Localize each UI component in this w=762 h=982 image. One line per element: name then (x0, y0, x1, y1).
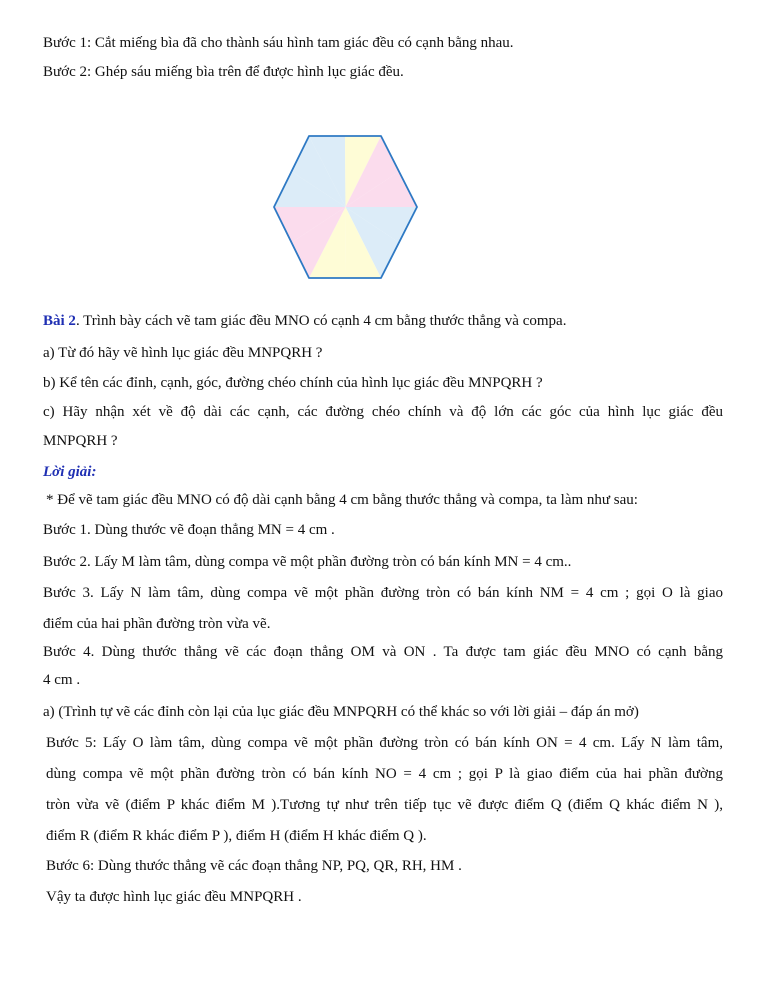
solution-step-3-line2: điểm của hai phần đường tròn vừa vẽ. (43, 616, 271, 632)
bai2-question (43, 311, 723, 331)
solution-step-3-line1: Bước 3. Lấy N làm tâm, dùng compa vẽ một phần đường tròn có bán kính NM = 4 cm ; gọi O là giao (43, 585, 723, 601)
bai2-part-c-line2: MNPQRH ? (43, 433, 118, 449)
solution-step-5-line2: dùng compa vẽ một phần đường tròn có bán kính NO = 4 cm ; gọi P là giao điểm của hai phần đường (46, 766, 723, 782)
intro-step-1: Bước 1: Cắt miếng bìa đã cho thành sáu hình tam giác đều có cạnh bằng nhau. (43, 35, 514, 51)
solution-intro: * Để vẽ tam giác đều MNO có độ dài cạnh bằng 4 cm bằng thước thẳng và compa, ta làm như sau: (46, 492, 638, 508)
solution-conclusion: Vậy ta được hình lục giác đều MNPQRH . (46, 889, 302, 905)
bai2-text: . Trình bày cách vẽ tam giác đều MNO có cạnh 4 cm bằng thước thẳng và compa. (75, 313, 567, 329)
solution-step-2: Bước 2. Lấy M làm tâm, dùng compa vẽ một phần đường tròn có bán kính MN = 4 cm.. (43, 554, 572, 570)
solution-step-4-line2: 4 cm . (43, 672, 81, 688)
bai2-label: Bài 2 (43, 313, 76, 329)
intro-step-2: Bước 2: Ghép sáu miếng bìa trên để được hình lục giác đều. (43, 64, 404, 80)
solution-title: Lời giải: (43, 464, 97, 480)
solution-part-a-note: a) (Trình tự vẽ các đỉnh còn lại của lục giác đều MNPQRH có thể khác so với lời giải – đáp án mở) (43, 704, 639, 720)
solution-step-5-line3: tròn vừa vẽ (điểm P khác điểm M ).Tương tự như trên tiếp tục vẽ được điểm Q (điểm Q khác điểm N ), (46, 797, 723, 813)
solution-step-6: Bước 6: Dùng thước thẳng vẽ các đoạn thẳng NP, PQ, QR, RH, HM . (46, 858, 462, 874)
solution-step-5-line4: điểm R (điểm R khác điểm P ), điểm H (điểm H khác điểm Q ). (46, 828, 427, 844)
hexagon-figure (270, 132, 422, 282)
bai2-part-a: a) Từ đó hãy vẽ hình lục giác đều MNPQRH ? (43, 345, 323, 361)
solution-step-1: Bước 1. Dùng thước vẽ đoạn thẳng MN = 4 cm . (43, 522, 335, 538)
bai2-part-b: b) Kể tên các đỉnh, cạnh, góc, đường chéo chính của hình lục giác đều MNPQRH ? (43, 375, 543, 391)
solution-step-5-line1: Bước 5: Lấy O làm tâm, dùng compa vẽ một phần đường tròn có bán kính ON = 4 cm. Lấy N làm tâm, (46, 735, 723, 751)
solution-step-4-line1: Bước 4. Dùng thước thẳng vẽ các đoạn thẳng OM và ON . Ta được tam giác đều MNO có cạnh bằng (43, 644, 723, 660)
bai2-part-c-line1: c) Hãy nhận xét về độ dài các cạnh, các đường chéo chính và độ lớn các góc của hình lục giác đều (43, 404, 723, 420)
